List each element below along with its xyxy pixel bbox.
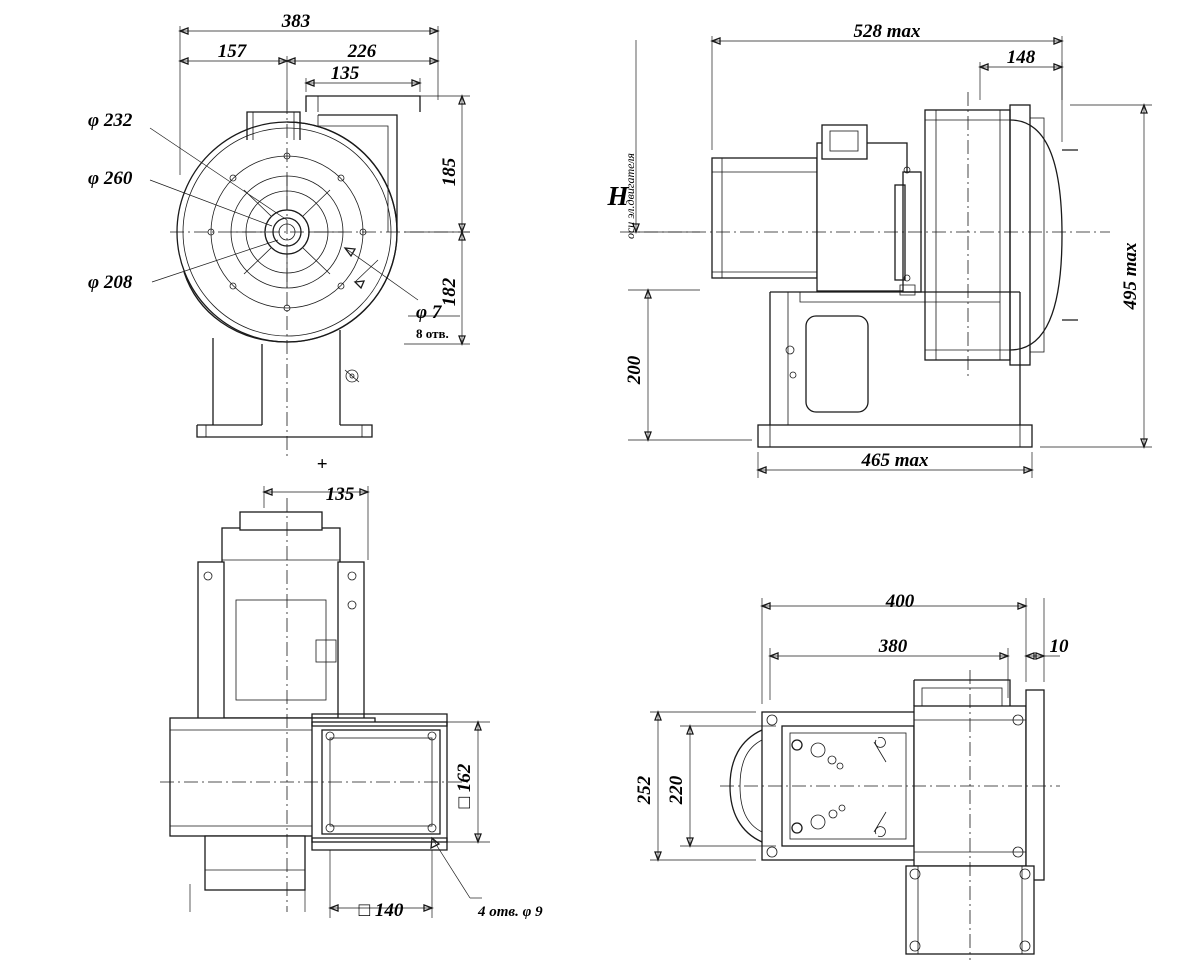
dim-10: 10 [1049, 636, 1069, 657]
dim-148: 148 [1006, 47, 1036, 68]
front-view-geometry [170, 96, 470, 460]
label-H-subscript: оси эл.двигателя [623, 152, 637, 240]
bottom-left-view-geometry [160, 498, 470, 912]
dim-465-max: 465 max [861, 450, 929, 471]
front-view-labels [88, 11, 460, 341]
label-dia-232: φ 232 [88, 110, 133, 131]
dim-220: 220 [666, 775, 687, 805]
label-dia-260: φ 260 [88, 168, 133, 189]
dim-226: 226 [347, 41, 377, 62]
dim-135: 135 [330, 63, 360, 84]
label-dia-208: φ 208 [88, 272, 133, 293]
label-dia-7: φ 7 [416, 302, 442, 323]
dim-528-max: 528 max [853, 21, 921, 42]
dim-380: 380 [878, 636, 908, 657]
dim-252: 252 [634, 775, 655, 805]
bottom-right-view-geometry [720, 670, 1060, 960]
plus-mark: + [316, 454, 328, 475]
dim-135-bottom: 135 [325, 484, 355, 505]
label-4-holes-dia-9: 4 отв. φ 9 [478, 904, 543, 920]
dim-185: 185 [439, 157, 460, 187]
side-view-geometry [620, 92, 1110, 447]
dim-157: 157 [217, 41, 247, 62]
dim-162-square: □ 162 [454, 763, 475, 809]
label-8-holes: 8 отв. [416, 326, 449, 341]
dim-182: 182 [439, 277, 460, 307]
label-H: H [607, 181, 629, 211]
dim-383: 383 [281, 11, 311, 32]
dim-495-max: 495 max [1120, 242, 1141, 310]
dim-200: 200 [624, 355, 645, 385]
dim-140-square: □ 140 [358, 900, 404, 921]
dim-400: 400 [885, 591, 915, 612]
